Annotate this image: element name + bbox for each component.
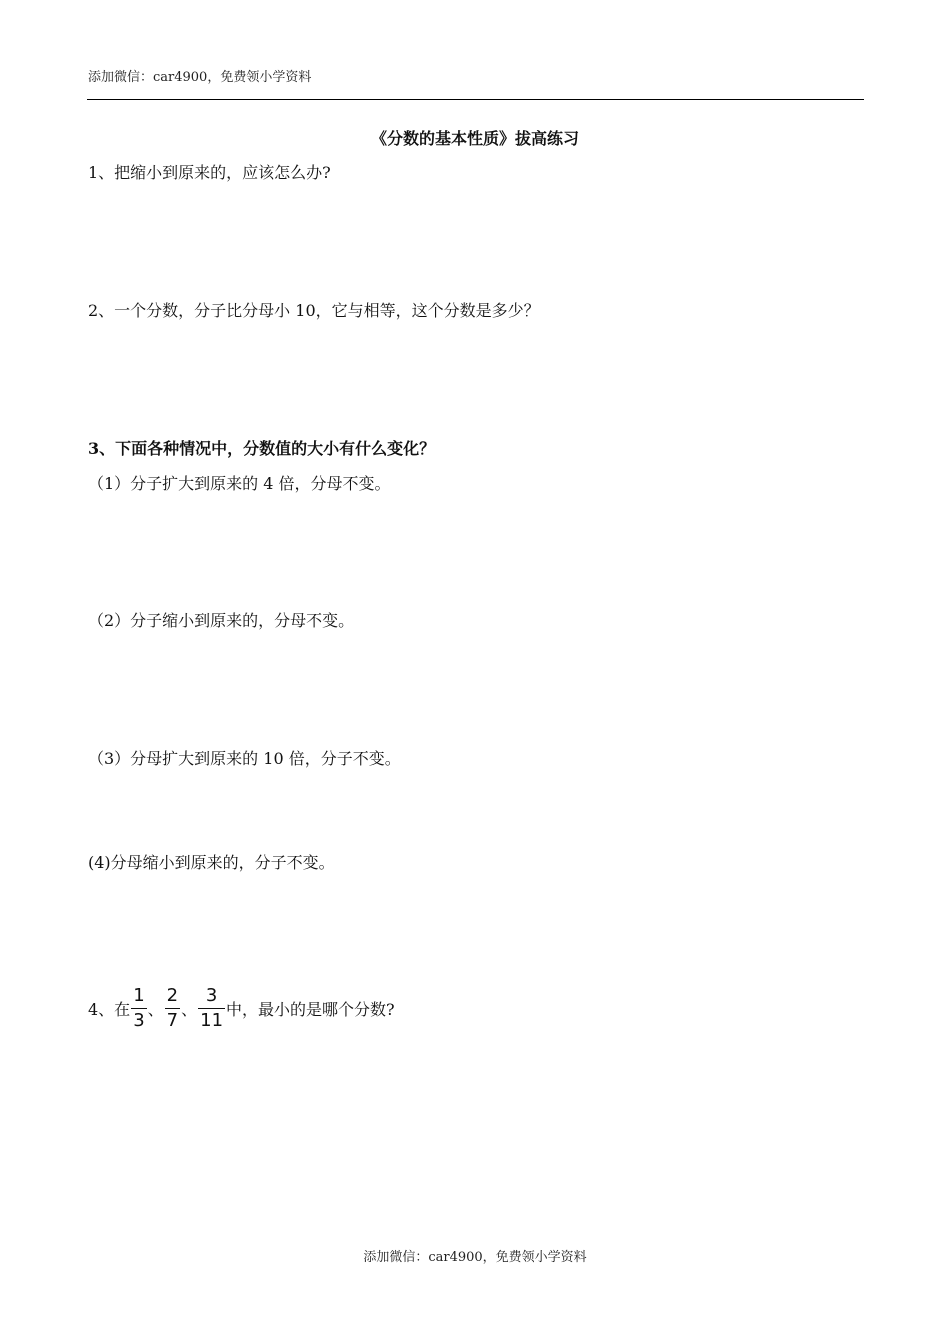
fraction-3-numerator: 3	[205, 985, 218, 1006]
question-1: 1、把缩小到原来的，应该怎么办?	[88, 163, 331, 182]
fraction-1-denominator: 3	[133, 1010, 145, 1031]
question-4-prefix: 4、在	[88, 1000, 131, 1019]
fraction-bar	[131, 1008, 146, 1009]
fraction-3-denominator: 11	[200, 1010, 224, 1031]
question-3-item-1: （1）分子扩大到原来的 4 倍，分母不变。	[88, 474, 391, 493]
fraction-1-numerator: 1	[133, 985, 145, 1006]
header-divider	[87, 99, 864, 100]
separator: 、	[181, 1000, 198, 1019]
fraction-2-numerator: 2	[166, 985, 179, 1006]
question-3: 3、下面各种情况中，分数值的大小有什么变化？	[88, 439, 436, 458]
footer-note: 添加微信：car4900，免费领小学资料	[363, 1250, 587, 1265]
question-2: 2、一个分数，分子比分母小 10，它与相等，这个分数是多少？	[88, 301, 540, 320]
page-title: 《分数的基本性质》拔高练习	[370, 129, 579, 148]
fraction-2	[165, 986, 180, 1031]
question-4-suffix: 中，最小的是哪个分数?	[226, 1000, 395, 1019]
separator: 、	[147, 1000, 164, 1019]
fraction-2-denominator: 7	[166, 1010, 179, 1031]
fraction-bar	[198, 1008, 225, 1009]
question-3-item-2: （2）分子缩小到原来的，分母不变。	[88, 611, 355, 630]
header-note: 添加微信：car4900，免费领小学资料	[88, 70, 312, 85]
question-3-item-3: （3）分母扩大到原来的 10 倍，分子不变。	[88, 749, 401, 768]
fraction-1	[131, 986, 146, 1031]
question-3-item-4: (4)分母缩小到原来的，分子不变。	[88, 853, 335, 872]
fraction-bar	[165, 1008, 180, 1009]
fraction-3	[198, 986, 225, 1031]
question-4	[88, 986, 395, 1031]
